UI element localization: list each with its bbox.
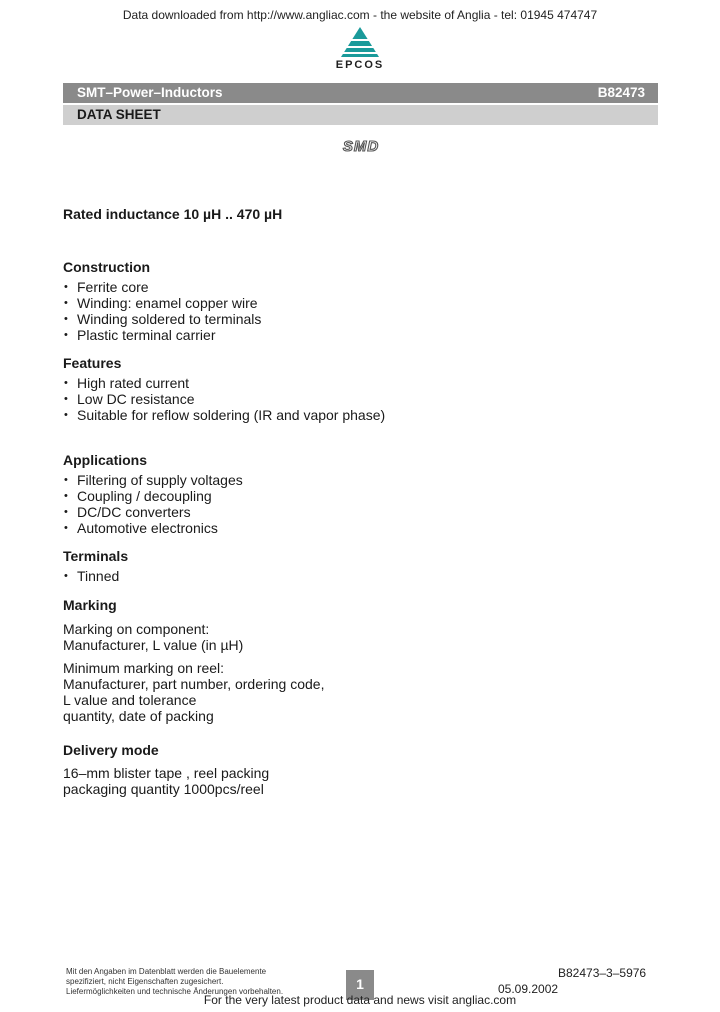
list-item: • Tinned [63,568,119,584]
marking-heading: Marking [63,597,117,613]
delivery-text [63,765,269,797]
text-line: L value and tolerance [63,692,197,708]
list-item: • Winding soldered to terminals [63,311,261,327]
list-item: • Low DC resistance [63,391,385,407]
epcos-logo-text: EPCOS [335,59,385,71]
list-item: • Ferrite core [63,279,261,295]
footer-note: For the very latest product data and news visit angliac.com [203,993,517,1007]
list-item: • Winding: enamel copper wire [63,295,261,311]
product-family-title: SMT–Power–Inductors [77,85,223,100]
product-title-bar [63,83,658,103]
list-item: • High rated current [63,375,385,391]
document-number: B82473–3–5976 [558,966,647,980]
rated-inductance: Rated inductance 10 µH .. 470 µH [63,206,283,222]
terminals-heading: Terminals [63,548,129,564]
text-line: Minimum marking on reel: [63,660,225,676]
features-heading: Features [63,355,122,371]
list-item: • Suitable for reflow soldering (IR and vapor phase) [63,407,385,423]
download-source-note: Data downloaded from http://www.angliac.com - the website of Anglia - tel: 01945 474747 [122,8,598,22]
text-line: 16–mm blister tape , reel packing [63,765,270,781]
marking-reel-text [63,660,324,724]
datasheet-bar [63,105,658,125]
list-item: • DC/DC converters [63,504,243,520]
text-line: packaging quantity 1000pcs/reel [63,781,264,797]
datasheet-label: DATA SHEET [77,107,161,122]
construction-heading: Construction [63,259,151,275]
text-line: quantity, date of packing [63,708,214,724]
disclaimer-line: spezifiziert, nicht Eigenschaften zugesichert. [66,977,224,986]
list-item: • Coupling / decoupling [63,488,243,504]
text-line: Manufacturer, L value (in µH) [63,637,244,653]
list-item: • Plastic terminal carrier [63,327,261,343]
smd-badge [326,138,396,154]
construction-list [63,279,261,343]
applications-list [63,472,243,536]
terminals-list [63,568,119,584]
marking-component-text [63,621,243,653]
features-list [63,375,385,423]
smd-badge-text: SMD [342,138,380,154]
disclaimer-line: Mit den Angaben im Datenblatt werden die Bauelemente [66,967,267,976]
page-number: 1 [346,970,374,1000]
list-item: • Automotive electronics [63,520,243,536]
delivery-heading: Delivery mode [63,742,159,758]
text-line: Marking on component: [63,621,210,637]
list-item: • Filtering of supply voltages [63,472,243,488]
document-date: 05.09.2002 [498,982,559,996]
text-line: Manufacturer, part number, ordering code, [63,676,325,692]
part-number: B82473 [597,85,645,100]
disclaimer-line: Liefermöglichkeiten und technische Änderungen vorbehalten. [66,987,284,996]
applications-heading: Applications [63,452,148,468]
